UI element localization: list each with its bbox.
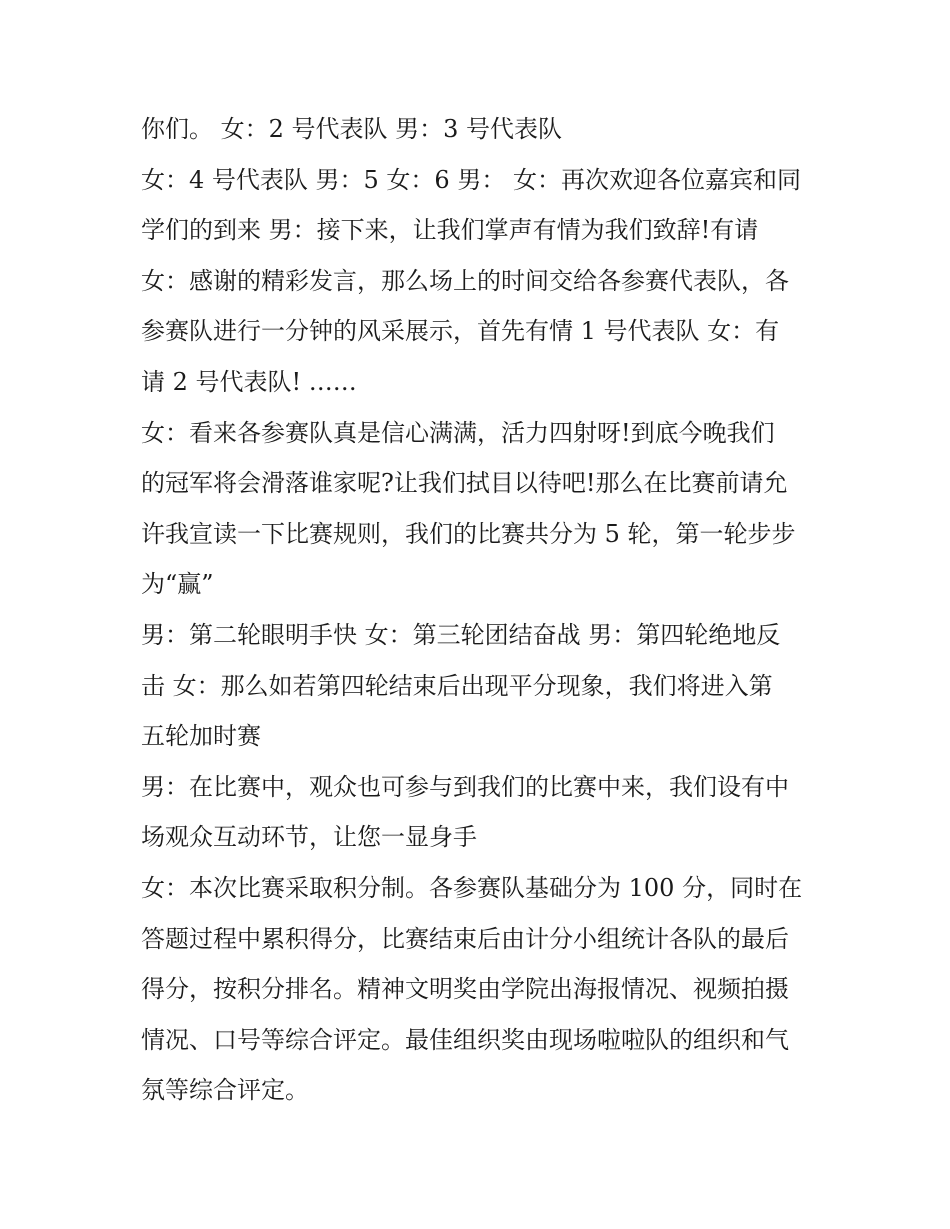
text-line: 得分，按积分排名。精神文明奖由学院出海报情况、视频拍摄 bbox=[141, 975, 789, 1003]
text-line: 氛等综合评定。 bbox=[141, 1076, 309, 1104]
text-line: 击 女：那么如若第四轮结束后出现平分现象，我们将进入第 bbox=[141, 672, 773, 700]
text-line: 女：本次比赛采取积分制。各参赛队基础分为 100 分，同时在 bbox=[141, 874, 803, 902]
text-line: 的冠军将会滑落谁家呢?让我们拭目以待吧!那么在比赛前请允 bbox=[141, 469, 788, 497]
text-line: 你们。 女：2 号代表队 男：3 号代表队 bbox=[141, 115, 563, 143]
text-line: 女：4 号代表队 男：5 女：6 男： 女：再次欢迎各位嘉宾和同 bbox=[141, 166, 801, 194]
text-line: 男：第二轮眼明手快 女：第三轮团结奋战 男：第四轮绝地反 bbox=[141, 621, 781, 649]
text-line: 参赛队进行一分钟的风采展示，首先有情 1 号代表队 女：有 bbox=[141, 317, 780, 345]
text-line: 男：在比赛中，观众也可参与到我们的比赛中来，我们设有中 bbox=[141, 773, 789, 801]
text-line: 场观众互动环节，让您一显身手 bbox=[141, 823, 477, 851]
text-line: 请 2 号代表队! …… bbox=[141, 368, 357, 396]
text-line: 五轮加时赛 bbox=[141, 722, 261, 750]
text-line: 答题过程中累积得分，比赛结束后由计分小组统计各队的最后 bbox=[141, 925, 789, 953]
text-line: 许我宣读一下比赛规则，我们的比赛共分为 5 轮，第一轮步步 bbox=[141, 520, 796, 548]
text-line: 情况、口号等综合评定。最佳组织奖由现场啦啦队的组织和气 bbox=[141, 1026, 789, 1054]
text-line: 女：看来各参赛队真是信心满满，活力四射呀!到底今晚我们 bbox=[141, 419, 775, 447]
text-line: 女：感谢的精彩发言，那么场上的时间交给各参赛代表队，各 bbox=[141, 267, 789, 295]
text-line: 为“赢” bbox=[141, 570, 214, 598]
text-line: 学们的到来 男：接下来，让我们掌声有情为我们致辞!有请 bbox=[141, 216, 759, 244]
